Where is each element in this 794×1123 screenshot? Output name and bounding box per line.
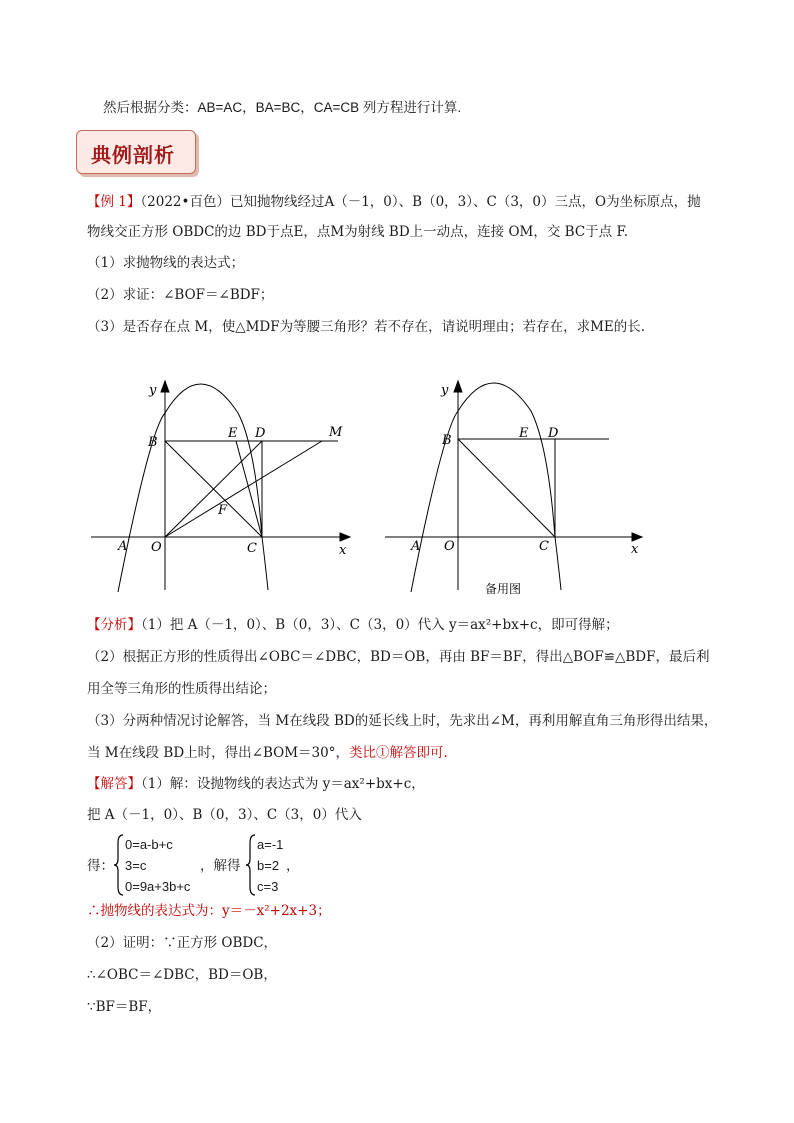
system-2	[257, 834, 283, 897]
fig1-label-B: B	[148, 435, 158, 450]
solution-jie: ，解得	[200, 858, 241, 874]
fig1-label-M: M	[329, 425, 343, 440]
solution-label: 【解答】	[87, 776, 141, 792]
fig2-label-y: y	[441, 383, 449, 398]
solution-line-5: （2）证明：∵正方形 OBDC，	[87, 935, 278, 951]
example-line-2: 物线交正方形 OBDC的边 BD于点E，点M为射线 BD上一动点，连接 OM，交 BC于点 F.	[87, 224, 629, 240]
question-2: （2）求证：∠BOF＝∠BDF；	[87, 287, 274, 303]
fig2-label-O: O	[444, 539, 455, 554]
solution-line-2: 把 A（－1，0）、B（0，3）、C（3，0）代入	[87, 807, 362, 823]
question-1: （1）求抛物线的表达式；	[87, 255, 245, 271]
section-title: 典例剖析	[91, 143, 175, 167]
fig2-label-x: x	[631, 542, 639, 557]
fig1-label-E: E	[228, 426, 238, 441]
example-label: 【例 1】	[87, 194, 141, 210]
solution-line-1	[87, 775, 425, 793]
fig2-x-arrow	[632, 533, 642, 541]
fig2-line-BC	[458, 439, 555, 537]
system-1	[125, 834, 190, 897]
system-1-eq-3: 0=9a+3b+c	[125, 879, 191, 894]
fig1-label-O: O	[151, 540, 162, 555]
system-1-eq-2: 3=c	[125, 858, 147, 873]
analysis-text-5a: 当 M在线段 BD上时，得出∠BOM＝30°，	[87, 745, 349, 761]
fig2-label-E: E	[519, 426, 529, 441]
example-source: （2022•百色）	[140, 194, 230, 210]
system-2-eq-3: c=3	[257, 879, 279, 894]
question-3: （3）是否存在点 M，使△MDF为等腰三角形？若不存在，请说明理由；若存在，求ME的长.	[87, 319, 646, 335]
analysis-line-5	[87, 744, 448, 762]
fig1-label-F: F	[218, 503, 228, 518]
solution-line-4: ∴抛物线的表达式为：y＝－x²+2x+3；	[87, 903, 331, 919]
fig2-label-D: D	[548, 426, 559, 441]
analysis-line-4: （3）分两种情况讨论解答，当 M在线段 BD的延长线上时，先求出∠M，再利用解直角三角形得出结果，	[87, 713, 718, 729]
system-1-eq-1: 0=a-b+c	[125, 837, 173, 852]
analysis-text-1: （1）把 A（－1，0）、B（0，3）、C（3，0）代入 y＝ax²+bx+c，即可得解；	[141, 617, 619, 633]
solution-line-7: ∵BF＝BF，	[87, 999, 162, 1015]
fig2-parabola	[411, 383, 561, 592]
fig1-line-EC	[236, 441, 262, 537]
fig2-label-C: C	[539, 539, 549, 554]
fig1-label-C: C	[247, 541, 257, 556]
example-line-1-text: 已知抛物线经过A（－1，0）、B（0，3）、C（3，0）三点，O为坐标原点，抛	[229, 194, 701, 210]
solution-text-1: （1）解：设抛物线的表达式为 y＝ax²+bx+c，	[141, 776, 425, 792]
fig1-label-A: A	[118, 539, 128, 554]
solution-de: 得：	[87, 858, 114, 874]
fig1-label-x: x	[339, 543, 347, 558]
system-2-eq-1: a=-1	[257, 837, 284, 852]
solution-comma: ，	[286, 858, 300, 874]
fig1-label-y: y	[149, 383, 157, 398]
system-2-eq-2: b=2	[257, 858, 280, 873]
analysis-line-1	[87, 616, 619, 634]
fig1-x-arrow	[340, 533, 350, 541]
analysis-label: 【分析】	[87, 617, 141, 633]
top-note: 然后根据分类：AB=AC，BA=BC，CA=CB 列方程进行计算.	[103, 100, 462, 115]
analysis-line-3: 用全等三角形的性质得出结论；	[87, 681, 276, 697]
fig1-y-arrow	[161, 381, 169, 392]
system-2-brace	[245, 833, 257, 897]
fig1-line-OM	[165, 441, 322, 537]
fig2-y-arrow	[454, 381, 462, 392]
fig2-label-B: B	[442, 433, 452, 448]
fig1-label-D: D	[255, 426, 266, 441]
fig2-caption: 备用图	[485, 582, 522, 596]
analysis-line-2: （2）根据正方形的性质得出∠OBC＝∠DBC，BD＝OB，再由 BF＝BF，得出△BOF≌△BDF，最后利	[87, 649, 710, 665]
system-1-brace	[113, 833, 125, 897]
fig2-label-A: A	[411, 539, 421, 554]
solution-line-6: ∴∠OBC＝∠DBC，BD＝OB，	[87, 967, 277, 983]
analysis-text-5b: 类比①解答即可.	[348, 745, 448, 761]
